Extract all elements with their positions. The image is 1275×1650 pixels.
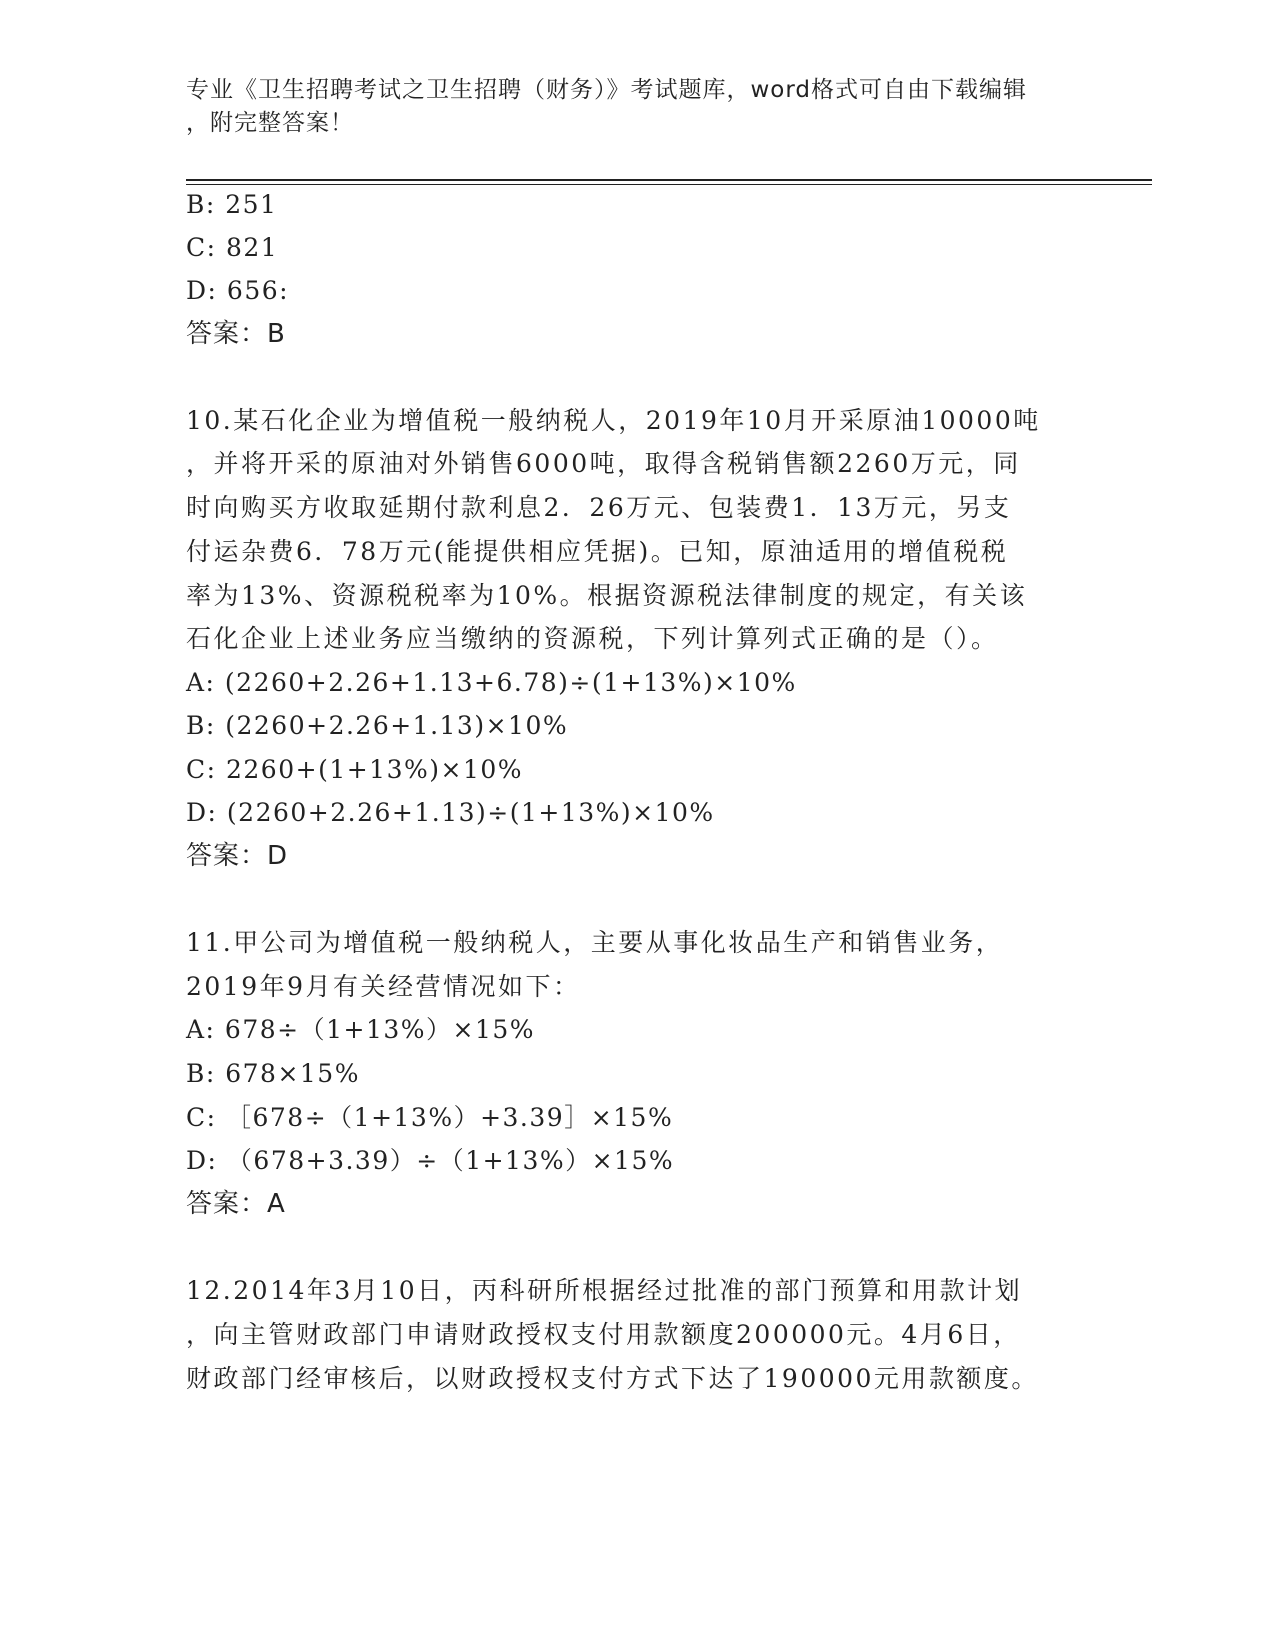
- q11-option-c: C: ［678÷（1+13%）+3.39］×15%: [186, 1103, 674, 1132]
- q10-stem-line-1: 10.某石化企业为增值税一般纳税人，2019年10月开采原油10000吨: [186, 406, 1041, 435]
- q9-option-b: B: 251: [186, 190, 278, 219]
- q10-stem-line-3: 时向购买方收取延期付款利息2．26万元、包装费1．13万元，另支: [186, 493, 1012, 522]
- q10-option-d: D: (2260+2.26+1.13)÷(1+13%)×10%: [186, 798, 715, 827]
- q10-option-b: B: (2260+2.26+1.13)×10%: [186, 711, 569, 740]
- q11-answer: 答案：A: [186, 1189, 286, 1219]
- q10-option-a: A: (2260+2.26+1.13+6.78)÷(1+13%)×10%: [186, 668, 797, 697]
- header-line-2: ，附完整答案！: [186, 110, 354, 136]
- q11-option-d: D: （678+3.39）÷（1+13%）×15%: [186, 1146, 675, 1175]
- q9-answer: 答案：B: [186, 319, 286, 349]
- page-header: [186, 74, 1066, 140]
- q12-stem-line-3: 财政部门经审核后，以财政授权支付方式下达了190000元用款额度。: [186, 1364, 1039, 1393]
- q11-option-b: B: 678×15%: [186, 1059, 360, 1088]
- q10-stem-line-6: 石化企业上述业务应当缴纳的资源税，下列计算列式正确的是（）。: [186, 624, 999, 653]
- q11-stem-line-2: 2019年9月有关经营情况如下：: [186, 972, 581, 1001]
- q11-option-a: A: 678÷（1+13%）×15%: [186, 1015, 536, 1044]
- q10-stem-line-4: 付运杂费6．78万元(能提供相应凭据)。已知，原油适用的增值税税: [186, 537, 1009, 566]
- q12-stem-line-1: 12.2014年3月10日，丙科研所根据经过批准的部门预算和用款计划: [186, 1276, 1023, 1305]
- q10-stem-line-5: 率为13%、资源税税率为10%。根据资源税法律制度的规定，有关该: [186, 581, 1028, 610]
- header-rule-thick: [186, 179, 1152, 181]
- q9-option-c: C: 821: [186, 233, 279, 262]
- q10-answer: 答案：D: [186, 841, 289, 871]
- q10-stem-line-2: ，并将开采的原油对外销售6000吨，取得含税销售额2260万元，同: [186, 449, 1021, 478]
- header-rule-thin: [186, 184, 1152, 185]
- header-line-1: 专业《卫生招聘考试之卫生招聘（财务）》考试题库，word格式可自由下载编辑: [186, 77, 1028, 103]
- q12-stem-line-2: ，向主管财政部门申请财政授权支付用款额度200000元。4月6日，: [186, 1320, 1021, 1349]
- q9-option-d: D: 656:: [186, 276, 290, 305]
- q11-stem-line-1: 11.甲公司为增值税一般纳税人，主要从事化妆品生产和销售业务，: [186, 928, 1004, 957]
- q10-option-c: C: 2260+(1+13%)×10%: [186, 755, 524, 784]
